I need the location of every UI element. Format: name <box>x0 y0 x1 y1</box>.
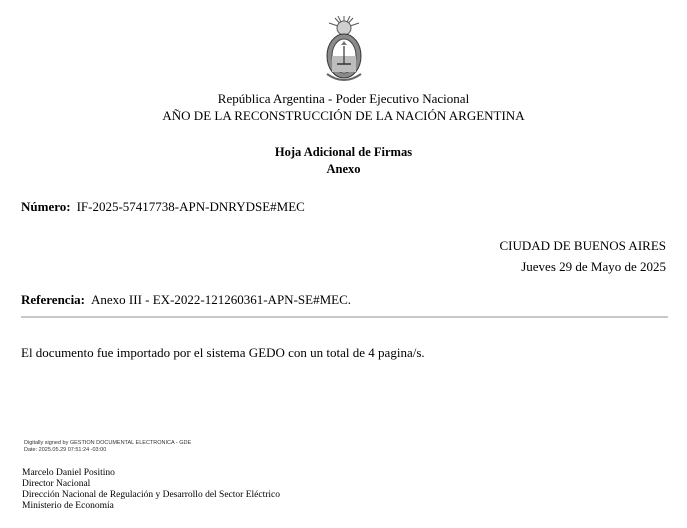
referencia-field <box>21 292 351 308</box>
referencia-value: Anexo III - EX-2022-121260361-APN-SE#MEC. <box>91 292 351 307</box>
signer-office: Dirección Nacional de Regulación y Desarrollo del Sector Eléctrico <box>22 490 280 500</box>
signer-name: Marcelo Daniel Positino <box>22 468 115 478</box>
divider <box>21 316 668 318</box>
document-subtitle: Anexo <box>326 162 361 176</box>
signer-block <box>22 468 280 512</box>
numero-field <box>21 199 305 215</box>
signer-ministry: Ministerio de Economía <box>22 501 114 511</box>
digital-signature-line-1: Digitally signed by GESTION DOCUMENTAL ELECTRONICA - GDE <box>24 440 192 446</box>
place-date <box>500 235 666 277</box>
header-line-2: AÑO DE LA RECONSTRUCCIÓN DE LA NACIÓN ARGENTINA <box>162 108 525 123</box>
city: CIUDAD DE BUENOS AIRES <box>499 238 666 253</box>
body-text: El documento fue importado por el sistema GEDO con un total de 4 pagina/s. <box>21 345 425 360</box>
document-title: Hoja Adicional de Firmas <box>274 145 413 159</box>
referencia-label: Referencia: <box>21 292 86 307</box>
header-line-1: República Argentina - Poder Ejecutivo Nacional <box>217 91 470 106</box>
numero-label: Número: <box>21 199 71 214</box>
numero-value: IF-2025-57417738-APN-DNRYDSE#MEC <box>76 199 305 214</box>
coat-of-arms-argentina-icon <box>319 14 369 88</box>
digital-signature-stamp <box>24 440 191 454</box>
signer-position: Director Nacional <box>22 479 91 489</box>
date: Jueves 29 de Mayo de 2025 <box>521 259 666 274</box>
digital-signature-date: Date: 2025.05.29 07:51:24 -03:00 <box>24 447 107 453</box>
